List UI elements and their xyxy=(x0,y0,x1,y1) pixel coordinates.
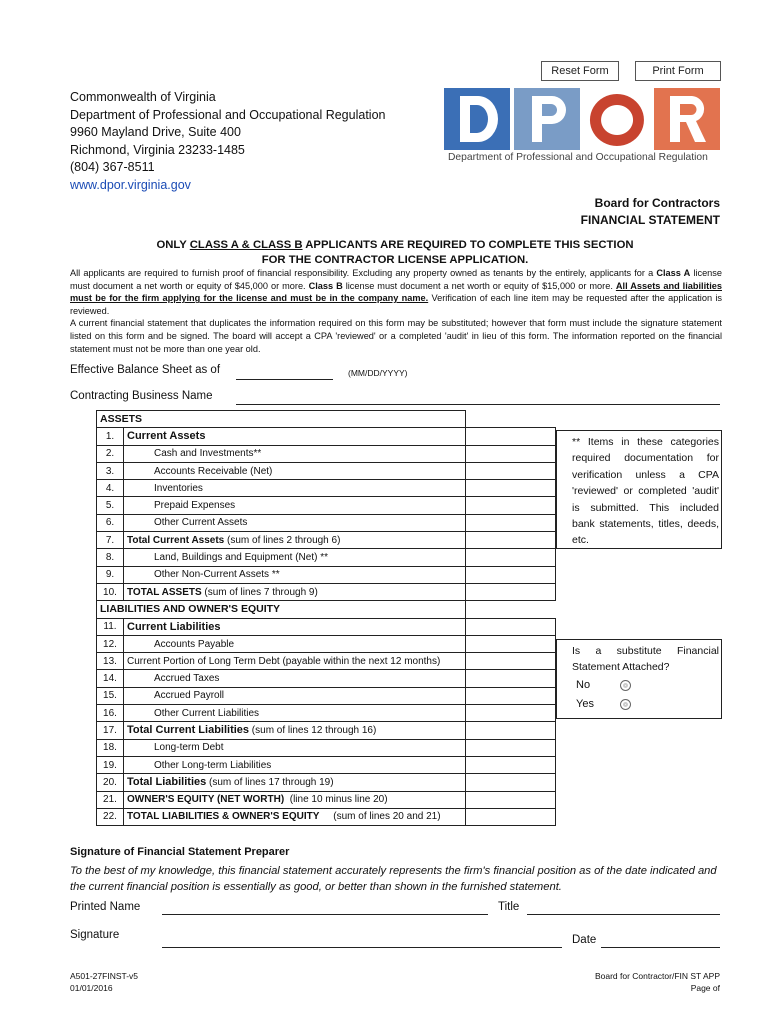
line-label xyxy=(124,428,466,445)
line-label xyxy=(124,756,466,773)
line-label xyxy=(124,670,466,687)
requirement-notice xyxy=(70,238,720,267)
line-label xyxy=(124,791,466,808)
line-amount-input[interactable] xyxy=(466,635,556,652)
line-label xyxy=(124,480,466,497)
business-name-label: Contracting Business Name xyxy=(70,390,213,402)
line-label xyxy=(124,462,466,479)
address-line-3: 9960 Mayland Drive, Suite 400 xyxy=(70,125,241,140)
statement-line-5 xyxy=(97,497,556,514)
line-amount-input[interactable] xyxy=(466,462,556,479)
title-input[interactable] xyxy=(527,914,720,915)
line-number: 5. xyxy=(97,497,124,514)
line-label-text: Cash and Investments** xyxy=(154,448,262,460)
statement-line-6 xyxy=(97,514,556,531)
statement-line-1 xyxy=(97,428,556,445)
line-label xyxy=(124,445,466,462)
line-label-text: Prepaid Expenses xyxy=(154,500,236,512)
line-label-text: Accrued Taxes xyxy=(154,673,220,685)
signature-label: Signature xyxy=(70,929,120,941)
line-amount-input[interactable] xyxy=(466,670,556,687)
assets-header-label: ASSETS xyxy=(97,411,466,428)
signature-statement: To the best of my knowledge, this financial statement accurately represents the firm's financial position as of the date indicated and the current financial position is essentially as good, or better than shown in the furnished statement. xyxy=(70,865,717,893)
line-label xyxy=(124,687,466,704)
line-number: 7. xyxy=(97,532,124,549)
line-amount-input[interactable] xyxy=(466,428,556,445)
instructions-paragraph-2: A current financial statement that duplicates the information required on this form may be substituted; however that form must include the signature statement listed on this form and be signed. The board will accept a CPA 'reviewed' or a completed 'audit' in lieu of this form. The information reported on the financial statement must not be more than one year old. xyxy=(70,318,722,354)
line-label-text: Other Current Liabilities xyxy=(154,707,260,719)
line-note: (sum of lines 17 through 19) xyxy=(206,777,334,789)
substitute-yes-radio[interactable] xyxy=(620,699,631,710)
line-label-text: Inventories xyxy=(154,482,203,494)
statement-line-4 xyxy=(97,480,556,497)
statement-line-11 xyxy=(97,618,556,635)
board-name: Board for Contractors xyxy=(594,196,720,210)
line-amount-input[interactable] xyxy=(466,532,556,549)
line-label-text: Other Long-term Liabilities xyxy=(154,759,272,771)
substitute-no-option[interactable] xyxy=(572,676,719,695)
financial-statement-table xyxy=(96,410,556,826)
statement-line-19 xyxy=(97,756,556,773)
line-number: 21. xyxy=(97,791,124,808)
statement-line-7 xyxy=(97,532,556,549)
statement-line-8 xyxy=(97,549,556,566)
line-number: 19. xyxy=(97,756,124,773)
phone-number: (804) 367-8511 xyxy=(70,160,155,175)
instructions xyxy=(70,267,722,355)
agency-address xyxy=(70,89,385,195)
line-amount-input[interactable] xyxy=(466,566,556,583)
line-number: 10. xyxy=(97,583,124,600)
line-amount-input[interactable] xyxy=(466,480,556,497)
form-title: FINANCIAL STATEMENT xyxy=(580,213,720,227)
line-label xyxy=(124,618,466,635)
line-label xyxy=(124,583,466,600)
line-label-text: Land, Buildings and Equipment (Net) ** xyxy=(154,552,328,564)
line-note: (sum of lines 20 and 21) xyxy=(319,811,441,823)
logo-caption: Department of Professional and Occupational Regulation xyxy=(448,152,708,163)
logo-letter-p xyxy=(514,88,580,150)
line-label xyxy=(124,514,466,531)
line-number: 11. xyxy=(97,618,124,635)
statement-line-18 xyxy=(97,739,556,756)
line-number: 12. xyxy=(97,635,124,652)
line-number: 8. xyxy=(97,549,124,566)
line-label-text: TOTAL LIABILITIES & OWNER'S EQUITY xyxy=(127,811,320,823)
substitute-yes-label: Yes xyxy=(576,698,594,711)
line-label-text: Other Non-Current Assets ** xyxy=(154,569,280,581)
line-label xyxy=(124,774,466,791)
line-amount-input[interactable] xyxy=(466,514,556,531)
line-number: 17. xyxy=(97,722,124,739)
line-amount-input[interactable] xyxy=(466,618,556,635)
line-note: (sum of lines 12 through 16) xyxy=(249,725,377,737)
line-amount-input[interactable] xyxy=(466,687,556,704)
line-number: 9. xyxy=(97,566,124,583)
line-amount-input[interactable] xyxy=(466,722,556,739)
website-link[interactable]: www.dpor.virginia.gov xyxy=(70,177,191,192)
line-number: 16. xyxy=(97,705,124,722)
line-label-text: Accounts Receivable (Net) xyxy=(154,465,273,477)
line-label-text: Total Current Assets xyxy=(127,534,225,546)
line-label xyxy=(124,705,466,722)
logo-letter-o xyxy=(584,88,650,150)
statement-line-10 xyxy=(97,583,556,600)
line-label-text: Accounts Payable xyxy=(154,638,235,650)
statement-line-9 xyxy=(97,566,556,583)
substitute-statement-box xyxy=(556,639,722,719)
board-title xyxy=(581,195,720,229)
balance-sheet-label: Effective Balance Sheet as of xyxy=(70,364,221,376)
statement-line-14 xyxy=(97,670,556,687)
logo-letter-r xyxy=(654,88,720,150)
requirement-prefix: ONLY xyxy=(156,239,190,251)
line-label xyxy=(124,722,466,739)
assets-header xyxy=(97,411,556,428)
line-label xyxy=(124,549,466,566)
line-number: 3. xyxy=(97,462,124,479)
statement-line-20 xyxy=(97,774,556,791)
line-amount-input[interactable] xyxy=(466,808,556,825)
line-label-text: Long-term Debt xyxy=(154,742,224,754)
liabilities-header-blank xyxy=(466,601,556,618)
logo-letter-d xyxy=(444,88,510,150)
address-line-2: Department of Professional and Occupational Regulation xyxy=(70,107,386,122)
line-label-text: OWNER'S EQUITY (NET WORTH) xyxy=(127,794,285,806)
line-label-text: Current Portion of Long Term Debt (payable within the next 12 months) xyxy=(127,655,441,667)
statement-line-22 xyxy=(97,808,556,825)
line-label xyxy=(124,739,466,756)
line-label-text: TOTAL ASSETS xyxy=(127,586,202,598)
line-label xyxy=(124,566,466,583)
liabilities-header xyxy=(97,601,556,618)
line-label xyxy=(124,653,466,670)
line-note: (sum of lines 2 through 6) xyxy=(224,534,341,546)
line-amount-input[interactable] xyxy=(466,583,556,600)
line-label xyxy=(124,497,466,514)
business-name-input[interactable] xyxy=(236,404,720,405)
signature-section-title: Signature of Financial Statement Preparer xyxy=(70,846,290,858)
form-date: 01/01/2016 xyxy=(70,982,113,993)
line-label-text: Current Liabilities xyxy=(127,620,221,633)
statement-line-2 xyxy=(97,445,556,462)
line-label-text: Total Current Liabilities xyxy=(127,724,250,737)
address-line-1: Commonwealth of Virginia xyxy=(70,90,216,104)
requirement-classes: CLASS A & CLASS B xyxy=(189,239,303,251)
line-label xyxy=(124,532,466,549)
line-label-text: Current Assets xyxy=(127,430,206,443)
line-label-text: Accrued Payroll xyxy=(154,690,225,702)
line-number: 18. xyxy=(97,739,124,756)
substitute-no-radio[interactable] xyxy=(620,680,631,691)
footer-board: Board for Contractor/FIN ST APP xyxy=(594,971,720,981)
line-number: 6. xyxy=(97,514,124,531)
liabilities-header-label: LIABILITIES AND OWNER'S EQUITY xyxy=(97,601,466,618)
footer-right xyxy=(595,971,720,994)
line-note: (line 10 minus line 20) xyxy=(284,794,388,806)
line-amount-input[interactable] xyxy=(466,497,556,514)
page-number: Page of xyxy=(690,982,720,993)
line-label xyxy=(124,635,466,652)
verification-note: ** Items in these categories required documentation for verification unless a CPA 'reviewed' or completed 'audit' is submitted. This included bank statements, titles, deeds, etc. xyxy=(556,430,722,549)
line-number: 20. xyxy=(97,774,124,791)
balance-sheet-date-input[interactable] xyxy=(236,379,333,380)
line-number: 2. xyxy=(97,445,124,462)
line-number: 15. xyxy=(97,687,124,704)
printed-name-label: Printed Name xyxy=(70,901,141,913)
dpor-logo xyxy=(444,88,720,168)
statement-line-16 xyxy=(97,705,556,722)
print-form-button[interactable]: Print Form xyxy=(635,61,721,81)
printed-name-input[interactable] xyxy=(162,914,488,915)
statement-line-15 xyxy=(97,687,556,704)
assets-header-blank xyxy=(466,411,556,428)
instructions-paragraph-1: All applicants are required to furnish proof of financial responsibility. Excluding any property owned as tenants by the entirely, applicants for a Class A license must document a net worth or equity of $45,000 or more. Class B license must document a net worth or equity of $15,000 or more. All Assets and liabilities must be for the firm applying for the license and must be in the company name. Verification of each line item may be requested after the application is reviewed. xyxy=(70,268,722,316)
line-number: 13. xyxy=(97,653,124,670)
statement-line-13 xyxy=(97,653,556,670)
title-label: Title xyxy=(498,901,520,913)
line-amount-input[interactable] xyxy=(466,739,556,756)
form-id: A501-27FINST-v5 xyxy=(70,971,139,981)
requirement-line-2: FOR THE CONTRACTOR LICENSE APPLICATION. xyxy=(261,253,529,266)
footer-left xyxy=(70,971,138,994)
substitute-question: Is a substitute Financial Statement Attached? xyxy=(572,645,719,674)
requirement-suffix: APPLICANTS ARE REQUIRED TO COMPLETE THIS SECTION xyxy=(302,239,634,251)
date-label: Date xyxy=(572,934,597,946)
statement-line-12 xyxy=(97,635,556,652)
line-amount-input[interactable] xyxy=(466,549,556,566)
statement-line-17 xyxy=(97,722,556,739)
statement-line-3 xyxy=(97,462,556,479)
line-label-text: Total Liabilities xyxy=(127,776,207,789)
line-label-text: Other Current Assets xyxy=(154,517,248,529)
statement-line-21 xyxy=(97,791,556,808)
line-number: 1. xyxy=(97,428,124,445)
line-amount-input[interactable] xyxy=(466,653,556,670)
line-label xyxy=(124,808,466,825)
address-line-4: Richmond, Virginia 23233-1485 xyxy=(70,142,245,157)
line-amount-input[interactable] xyxy=(466,791,556,808)
substitute-yes-option[interactable] xyxy=(572,695,719,714)
date-input[interactable] xyxy=(601,947,720,948)
line-amount-input[interactable] xyxy=(466,445,556,462)
reset-form-button[interactable]: Reset Form xyxy=(541,61,619,81)
line-number: 4. xyxy=(97,480,124,497)
line-number: 22. xyxy=(97,808,124,825)
substitute-no-label: No xyxy=(576,679,591,692)
line-amount-input[interactable] xyxy=(466,774,556,791)
line-amount-input[interactable] xyxy=(466,705,556,722)
line-amount-input[interactable] xyxy=(466,756,556,773)
date-format-hint: (MM/DD/YYYY) xyxy=(348,368,408,378)
line-number: 14. xyxy=(97,670,124,687)
line-note: (sum of lines 7 through 9) xyxy=(201,586,318,598)
signature-input[interactable] xyxy=(162,947,562,948)
